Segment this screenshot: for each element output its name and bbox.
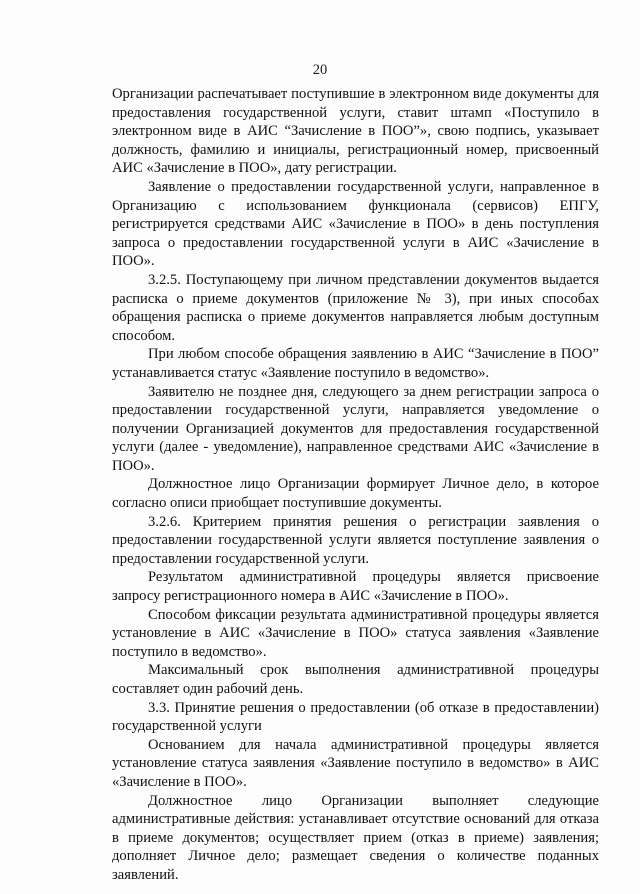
paragraph-3-3-heading: 3.3. Принятие решения о предоставлении (об отказе в предоставлении) государственной услуги bbox=[112, 699, 599, 735]
paragraph-max-term: Максимальный срок выполнения административной процедуры составляет один рабочий день. bbox=[112, 662, 599, 697]
paragraph-epgu-registration: Заявление о предоставлении государственной услуги, направленное в Организацию с использованием функционала (сервисов) ЕПГУ, регистрируется средствами АИС «Зачисление в ПОО» в день поступления запроса о предоставлении государственной услуги в АИС «Зачисление в ПОО». bbox=[112, 178, 599, 270]
paragraph-status-set: При любом способе обращения заявлению в АИС “Зачисление в ПОО” устанавливается статус «Заявление поступило в ведомство». bbox=[112, 346, 599, 381]
paragraph-personal-file: Должностное лицо Организации формирует Личное дело, в которое согласно описи приобщает поступившие документы. bbox=[112, 476, 599, 512]
paragraph-result: Результатом административной процедуры является присвоение запросу регистрационного номера в АИС «Зачисление в ПОО». bbox=[112, 569, 599, 605]
paragraph-official-actions: Должностное лицо Организации выполняет следующие административные действия: устанавливает отсутствие оснований для отказа в приеме документов; осуществляет прием (отказ в приеме) заявления; дополняет Личное дело; размещает сведения о количестве поданных заявлений. bbox=[112, 792, 599, 883]
paragraph-registration-continued: Организации распечатывает поступившие в электронном виде документы для предоставления государственной услуги, ставит штамп «Поступило в электронном виде в АИС “Зачисление в ПОО”», свою подпись, указывает должность, фамилию и инициалы, регистрационный номер, присвоенный АИС «Зачисление в ПОО», дату регистрации. bbox=[112, 86, 599, 177]
paragraph-3-2-5-receipt: 3.2.5. Поступающему при личном представлении документов выдается расписка о приеме документов (приложение № 3), при иных способах обращения расписка о приеме документов направляется любым доступным способом. bbox=[112, 271, 599, 344]
document-body bbox=[112, 85, 599, 885]
page-number: 20 bbox=[312, 62, 328, 78]
paragraph-notification: Заявителю не позднее дня, следующего за днем регистрации запроса о предоставлении государственной услуги, направляется уведомление о получении Организацией документов для предоставления государственной услуги (далее - уведомление), направленное средствами АИС «Зачисление в ПОО». bbox=[112, 383, 599, 474]
paragraph-3-2-6-criterion: 3.2.6. Критерием принятия решения о регистрации заявления о предоставлении государственной услуги является поступление заявления о предоставлении государственной услуги. bbox=[112, 513, 599, 567]
paragraph-fixation: Способом фиксации результата административной процедуры является установление в АИС «Зачисление в ПОО» статуса заявления «Заявление поступило в ведомство». bbox=[112, 606, 599, 660]
paragraph-basis: Основанием для начала административной процедуры является установление статуса заявления «Заявление поступило в ведомство» в АИС «Зачисление в ПОО». bbox=[112, 736, 599, 790]
